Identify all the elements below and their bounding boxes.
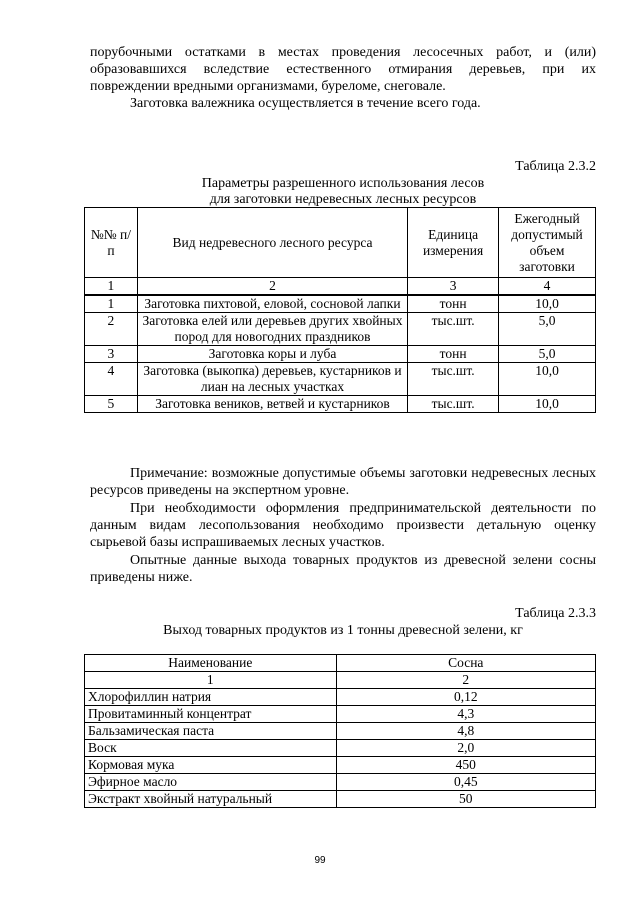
product-name: Бальзамическая паста [85, 723, 337, 740]
header-cell: Сосна [336, 655, 595, 672]
column-number-row [85, 278, 596, 296]
table-header-row [85, 208, 596, 278]
header-cell: Единица измерения [408, 208, 499, 278]
volume: 5,0 [499, 346, 596, 363]
intro-paragraph: порубочными остатками в местах проведения лесосечных работ, и (или) образовавшихся вследствие естественного отмирания деревьев, при их повреждении вредными организмами, буреломе, снеговале. [90, 45, 596, 94]
table-row [85, 706, 596, 723]
volume: 10,0 [499, 295, 596, 313]
intro-paragraph-2: Заготовка валежника осуществляется в течение всего года. [130, 96, 481, 111]
note-paragraph: Примечание: возможные допустимые объемы заготовки недревесных лесных ресурсов приведены на экспертном уровне. [90, 466, 596, 498]
resource-name: Заготовка (выкопка) деревьев, кустарников и лиан на лесных участках [137, 363, 407, 396]
col-number: 4 [499, 278, 596, 296]
product-name: Эфирное масло [85, 774, 337, 791]
product-value: 4,3 [336, 706, 595, 723]
table1-title-line2: для заготовки недревесных лесных ресурсов [209, 192, 477, 207]
table-row [85, 295, 596, 313]
resource-name: Заготовка веников, ветвей и кустарников [137, 396, 407, 413]
row-number: 4 [85, 363, 138, 396]
row-number: 2 [85, 313, 138, 346]
product-value: 4,8 [336, 723, 595, 740]
unit: тыс.шт. [408, 313, 499, 346]
table-row [85, 689, 596, 706]
col-number: 1 [85, 672, 337, 689]
note-paragraph-2: При необходимости оформления предпринимательской деятельности по данным видам лесопользования необходимо произвести детальную оценку сырьевой базы испрашиваемых лесных участков. [90, 501, 596, 550]
resource-name: Заготовка елей или деревьев других хвойных пород для новогодних праздников [137, 313, 407, 346]
table1-title-line1: Параметры разрешенного использования лесов [201, 176, 485, 191]
row-number: 1 [85, 295, 138, 313]
header-cell: Ежегодный допустимый объем заготовки [499, 208, 596, 278]
product-value: 2,0 [336, 740, 595, 757]
table-row [85, 791, 596, 808]
col-number: 1 [85, 278, 138, 296]
unit: тонн [408, 295, 499, 313]
unit: тонн [408, 346, 499, 363]
product-name: Воск [85, 740, 337, 757]
volume: 5,0 [499, 313, 596, 346]
volume: 10,0 [499, 396, 596, 413]
table-row [85, 313, 596, 346]
col-number: 2 [137, 278, 407, 296]
product-name: Кормовая мука [85, 757, 337, 774]
column-number-row [85, 672, 596, 689]
table-row [85, 774, 596, 791]
table-header-row [85, 655, 596, 672]
col-number: 3 [408, 278, 499, 296]
product-name: Экстракт хвойный натуральный [85, 791, 337, 808]
resource-name: Заготовка пихтовой, еловой, сосновой лапки [137, 295, 407, 313]
page-number: 99 [314, 855, 326, 866]
header-cell: Наименование [85, 655, 337, 672]
product-value: 0,12 [336, 689, 595, 706]
table2-number: Таблица 2.3.3 [515, 606, 596, 621]
volume: 10,0 [499, 363, 596, 396]
unit: тыс.шт. [408, 396, 499, 413]
table-row [85, 346, 596, 363]
table-row [85, 740, 596, 757]
table-row [85, 396, 596, 413]
table-2-3-2 [84, 207, 596, 413]
table-row [85, 363, 596, 396]
table-2-3-3 [84, 654, 596, 808]
table-row [85, 757, 596, 774]
header-cell: №№ п/п [85, 208, 138, 278]
unit: тыс.шт. [408, 363, 499, 396]
table1-number: Таблица 2.3.2 [515, 159, 596, 174]
resource-name: Заготовка коры и луба [137, 346, 407, 363]
row-number: 3 [85, 346, 138, 363]
product-value: 50 [336, 791, 595, 808]
col-number: 2 [336, 672, 595, 689]
table-row [85, 723, 596, 740]
product-value: 450 [336, 757, 595, 774]
product-name: Провитаминный концентрат [85, 706, 337, 723]
header-cell: Вид недревесного лесного ресурса [137, 208, 407, 278]
note-paragraph-3: Опытные данные выхода товарных продуктов из древесной зелени сосны приведены ниже. [90, 553, 596, 585]
table2-title: Выход товарных продуктов из 1 тонны древесной зелени, кг [163, 623, 523, 638]
row-number: 5 [85, 396, 138, 413]
product-name: Хлорофиллин натрия [85, 689, 337, 706]
product-value: 0,45 [336, 774, 595, 791]
